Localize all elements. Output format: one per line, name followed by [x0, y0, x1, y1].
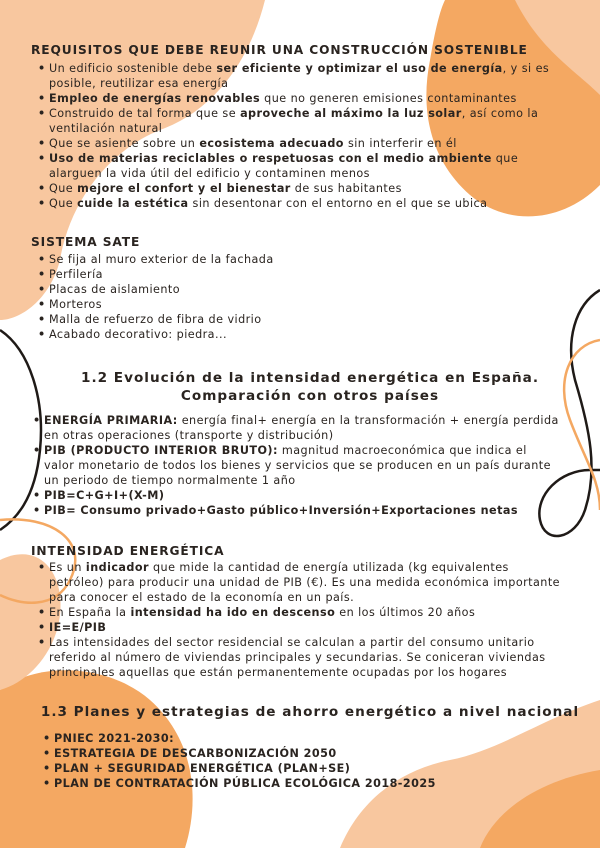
- list-item: • PLAN DE CONTRATACIÓN PÚBLICA ECOLÓGICA 2018-2025: [41, 776, 561, 791]
- list-item: • Que se asiente sobre un ecosistema adecuado sin interferir en él: [36, 136, 556, 151]
- list-planes: [41, 731, 561, 791]
- list-item: • En España la intensidad ha ido en descenso en los últimos 20 años: [36, 605, 566, 620]
- list-item: • Un edificio sostenible debe ser eficiente y optimizar el uso de energía, y si es posible, reutilizar esa energía: [36, 61, 556, 91]
- list-item: • PNIEC 2021-2030:: [41, 731, 561, 746]
- list-item: • IE=E/PIB: [36, 620, 566, 635]
- list-item: • Que cuide la estética sin desentonar con el entorno en el que se ubica: [36, 196, 556, 211]
- list-requisitos: [36, 61, 556, 211]
- list-item: • PIB (PRODUCTO INTERIOR BRUTO): magnitud macroeconómica que indica el valor monetario de todos los bienes y servicios que se producen en un país durante un periodo de tiempo normalmente 1 año: [31, 443, 561, 488]
- list-item: • Malla de refuerzo de fibra de vidrio: [36, 312, 536, 327]
- list-item: • Placas de aislamiento: [36, 282, 536, 297]
- list-item: • ESTRATEGIA DE DESCARBONIZACIÓN 2050: [41, 746, 561, 761]
- list-evolucion: [31, 413, 561, 518]
- list-item: • Construido de tal forma que se aproveche al máximo la luz solar, así como la ventilación natural: [36, 106, 556, 136]
- list-item: • Las intensidades del sector residencial se calculan a partir del consumo unitario referido al número de viviendas principales y secundarias. Se coniceran viviendas principales aquellas que están permanentemente ocupadas por los hogares: [36, 635, 566, 680]
- list-item: • PIB= Consumo privado+Gasto público+Inversión+Exportaciones netas: [31, 503, 561, 518]
- title-planes: 1.3 Planes y estrategias de ahorro energético a nivel nacional: [40, 704, 580, 720]
- list-item: • Acabado decorativo: piedra...: [36, 327, 536, 342]
- list-item: • ENERGÍA PRIMARIA: energía final+ energía en la transformación + energía perdida en otras operaciones (transporte y distribución): [31, 413, 561, 443]
- list-item: • Morteros: [36, 297, 536, 312]
- title-line-1: 1.2 Evolución de la intensidad energética en España.: [80, 370, 540, 386]
- list-item: • Uso de materias reciclables o respetuosas con el medio ambiente que alarguen la vida útil del edificio y contaminen menos: [36, 151, 556, 181]
- list-item: • Que mejore el confort y el bienestar de sus habitantes: [36, 181, 556, 196]
- list-intensidad: [36, 560, 566, 680]
- heading-intensidad: INTENSIDAD ENERGÉTICA: [31, 544, 225, 558]
- list-item: • PIB=C+G+I+(X-M): [31, 488, 561, 503]
- list-sate: [36, 252, 536, 342]
- list-item: • Es un indicador que mide la cantidad de energía utilizada (kg equivalentes petróleo) para producir una unidad de PIB (€). Es una medida económica importante para conocer el estado de la economía en un país.: [36, 560, 566, 605]
- heading-sate: SISTEMA SATE: [31, 235, 141, 249]
- title-line-2: Comparación con otros países: [180, 388, 440, 404]
- list-item: • PLAN + SEGURIDAD ENERGÉTICA (PLAN+SE): [41, 761, 561, 776]
- list-item: • Empleo de energías renovables que no generen emisiones contaminantes: [36, 91, 556, 106]
- list-item: • Perfilería: [36, 267, 536, 282]
- heading-requisitos: REQUISITOS QUE DEBE REUNIR UNA CONSTRUCCIÓN SOSTENIBLE: [31, 43, 528, 57]
- list-item: • Se fija al muro exterior de la fachada: [36, 252, 536, 267]
- title-evolucion: [40, 369, 580, 405]
